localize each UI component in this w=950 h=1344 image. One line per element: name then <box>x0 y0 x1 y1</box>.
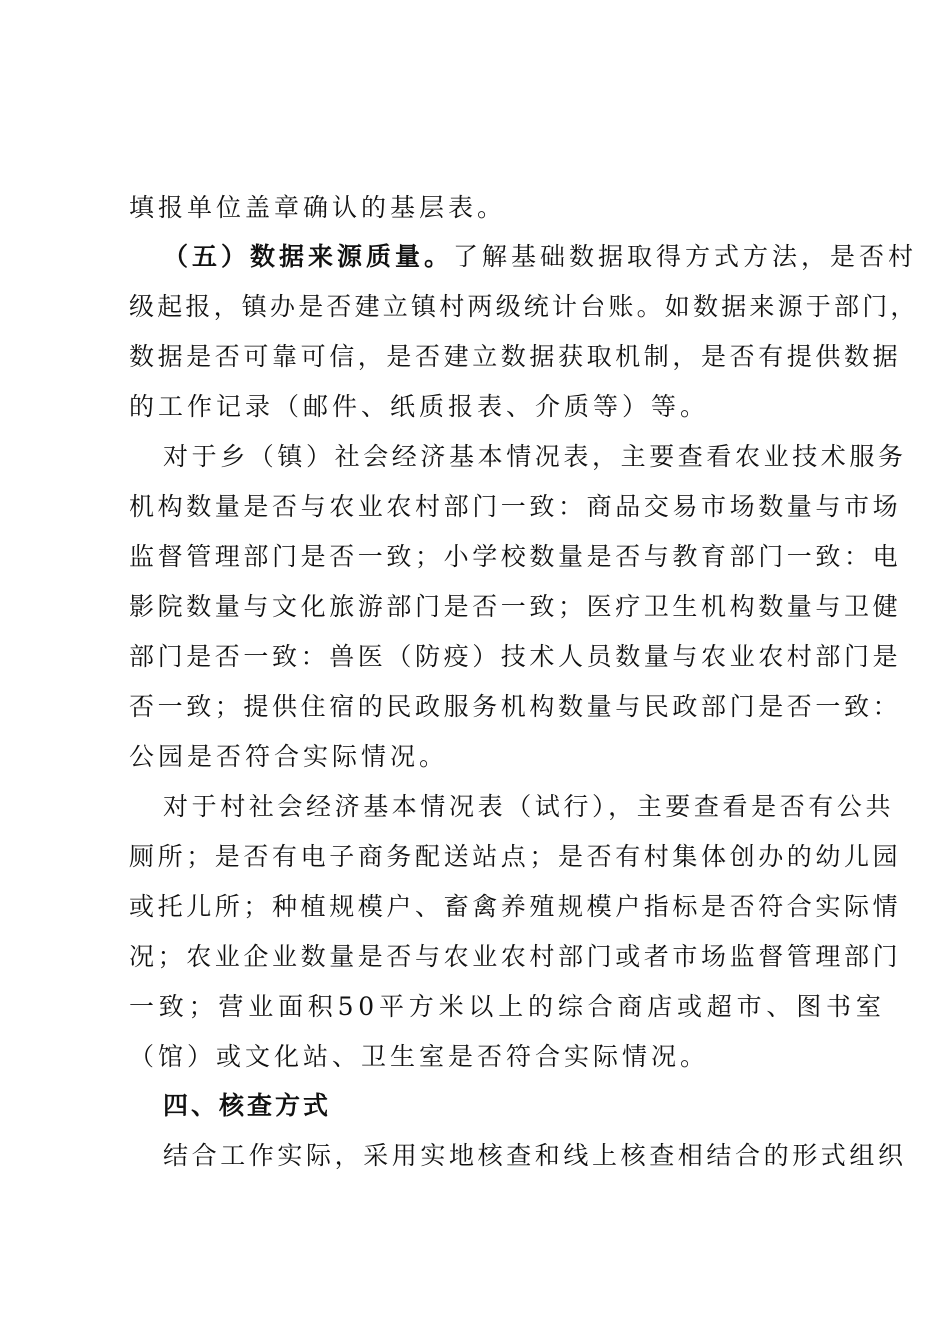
paragraph-line: 一致；营业面积50平方米以上的综合商店或超市、图书室 <box>129 992 886 1021</box>
paragraph-line: 填报单位盖章确认的基层表。 <box>129 193 507 222</box>
paragraph-line: 否一致；提供住宿的民政服务机构数量与民政部门是否一致： <box>129 692 902 721</box>
paragraph-line-with-heading <box>0 240 950 274</box>
paragraph-line: 厕所；是否有电子商务配送站点；是否有村集体创办的幼儿园 <box>129 842 902 871</box>
paragraph-line: 数据是否可靠可信，是否建立数据获取机制，是否有提供数据 <box>129 342 902 371</box>
paragraph-line: 机构数量是否与农业农村部门一致：商品交易市场数量与市场 <box>129 492 902 521</box>
paragraph-line: 部门是否一致：兽医（防疫）技术人员数量与农业农村部门是 <box>129 642 902 671</box>
paragraph-line: 影院数量与文化旅游部门是否一致；医疗卫生机构数量与卫健 <box>129 592 902 621</box>
paragraph-line: （馆）或文化站、卫生室是否符合实际情况。 <box>129 1042 710 1071</box>
paragraph-line: 况；农业企业数量是否与农业农村部门或者市场监督管理部门 <box>129 942 902 971</box>
section-heading-4: 四、核查方式 <box>163 1091 332 1120</box>
paragraph-line: 公园是否符合实际情况。 <box>129 742 449 771</box>
paragraph-line: 结合工作实际，采用实地核查和线上核查相结合的形式组织 <box>163 1141 907 1170</box>
paragraph-line: 监督管理部门是否一致；小学校数量是否与教育部门一致：电 <box>129 542 902 571</box>
section-heading-5: （五）数据来源质量。 <box>163 242 454 271</box>
paragraph-line: 对于乡（镇）社会经济基本情况表，主要查看农业技术服务 <box>163 442 907 471</box>
paragraph-line: 或托儿所；种植规模户、畜禽养殖规模户指标是否符合实际情 <box>129 892 902 921</box>
paragraph-line: 对于村社会经济基本情况表（试行），主要查看是否有公共 <box>163 792 895 821</box>
paragraph-line: 级起报，镇办是否建立镇村两级统计台账。如数据来源于部门， <box>129 292 919 321</box>
paragraph-line: 的工作记录（邮件、纸质报表、介质等）等。 <box>129 392 710 421</box>
paragraph-text: 了解基础数据取得方式方法，是否村 <box>453 242 918 271</box>
